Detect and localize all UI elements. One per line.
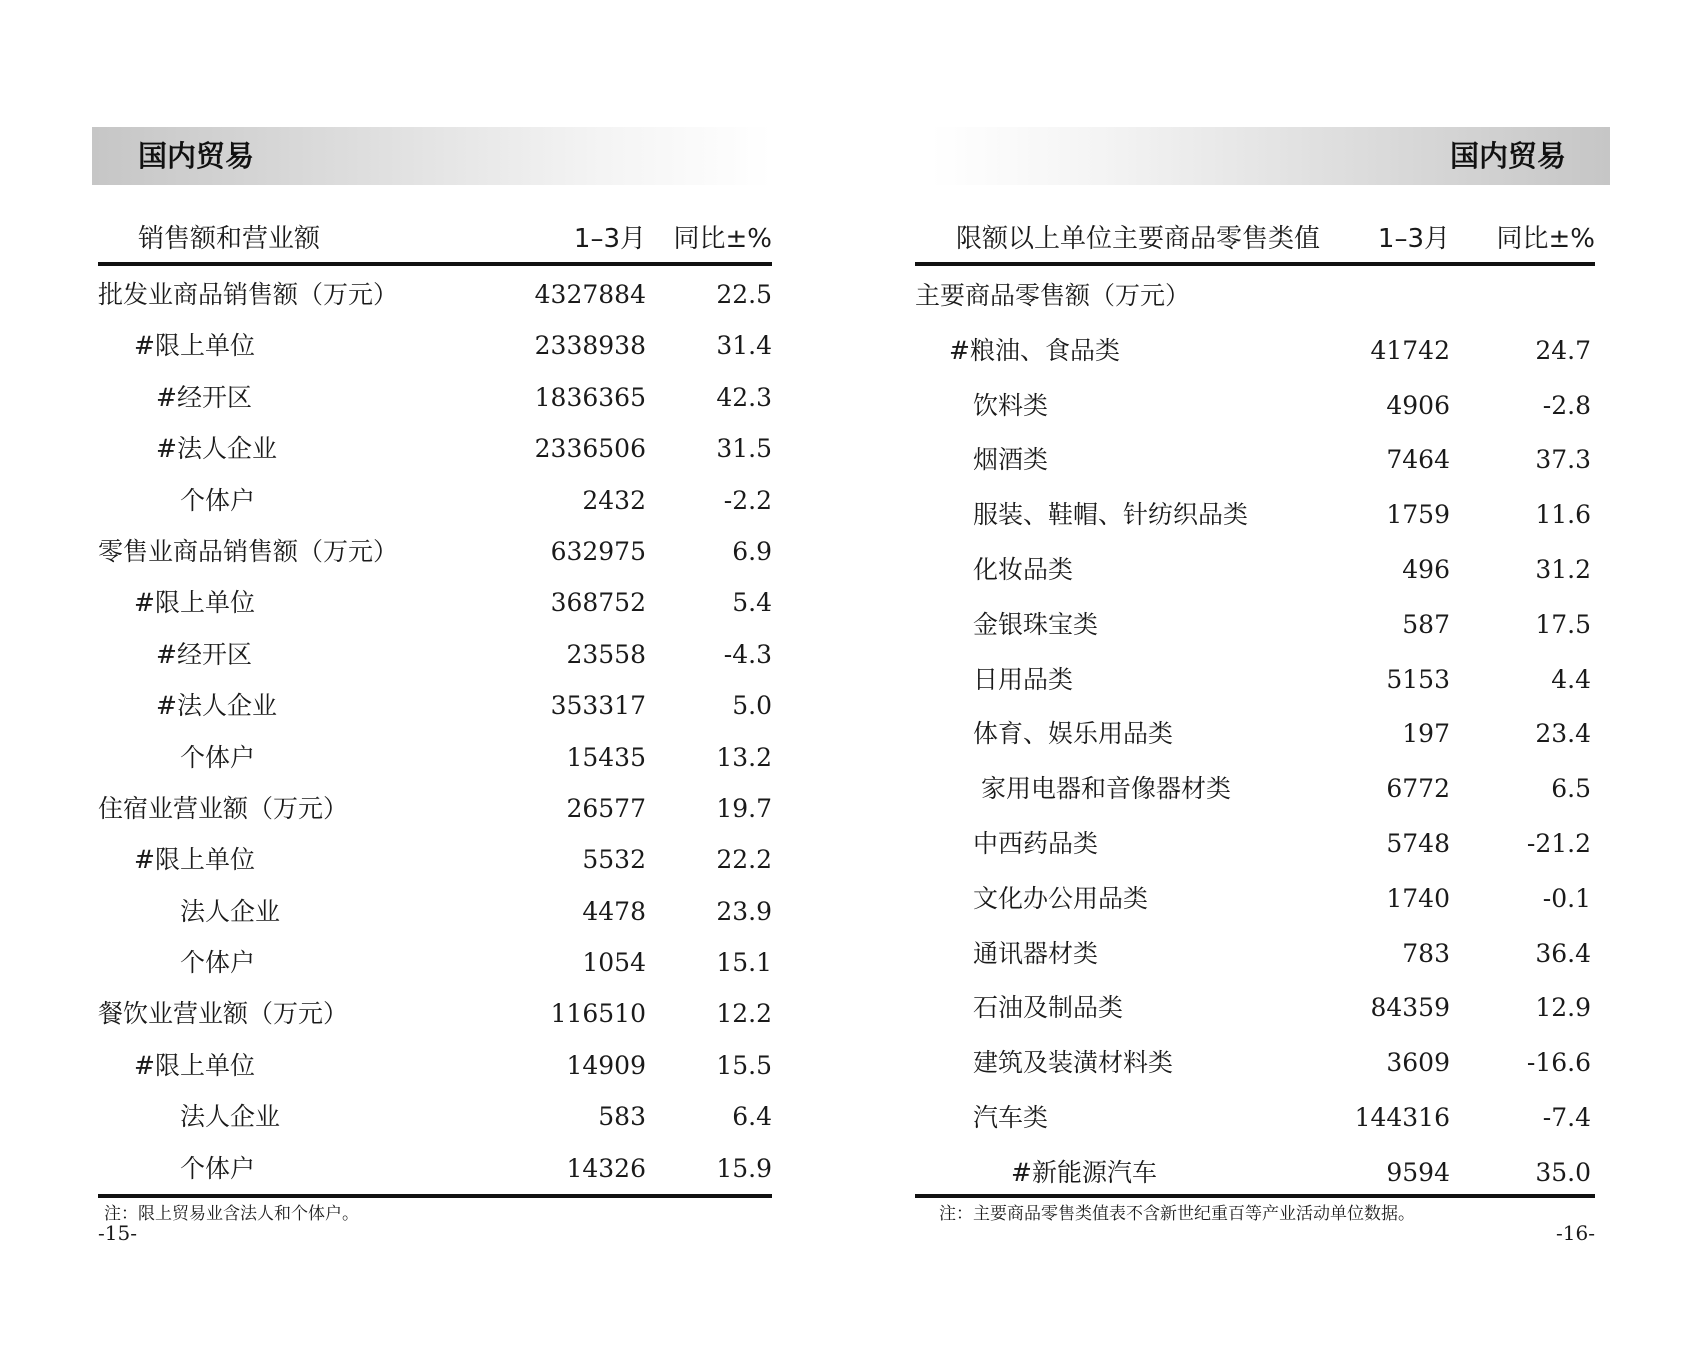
column-header-yoy: 同比±% <box>1496 224 1595 254</box>
row-value-yoy: -2.8 <box>1542 390 1591 420</box>
row-value-period: 2432 <box>582 485 646 515</box>
table-row <box>98 475 772 526</box>
table-row <box>98 269 772 320</box>
table-row <box>915 762 1595 817</box>
row-label: 家用电器和音像器材类 <box>981 774 1232 804</box>
table-row <box>915 927 1595 982</box>
row-value-yoy: 6.4 <box>732 1102 772 1132</box>
table-row <box>98 320 772 371</box>
row-label: 化妆品类 <box>973 554 1074 584</box>
row-value-period: 2338938 <box>534 331 646 361</box>
row-label: 个体户 <box>180 1153 256 1183</box>
table-row <box>98 372 772 423</box>
table-row <box>98 629 772 680</box>
table-row <box>915 379 1595 434</box>
row-label: 石油及制品类 <box>973 993 1124 1023</box>
row-value-yoy: 23.4 <box>1535 719 1591 749</box>
table-row <box>98 732 772 783</box>
row-label: 文化办公用品类 <box>973 883 1149 913</box>
row-value-yoy: 19.7 <box>716 793 772 823</box>
page-number: -15- <box>98 1221 137 1245</box>
row-value-period: 1054 <box>582 948 646 978</box>
row-label: 法人企业 <box>180 1102 281 1132</box>
row-value-period: 1836365 <box>534 382 646 412</box>
row-label: 服装、鞋帽、针纺织品类 <box>973 500 1249 530</box>
row-label: #法人企业 <box>156 691 277 721</box>
row-value-yoy: -16.6 <box>1526 1048 1591 1078</box>
row-value-period: 1759 <box>1386 500 1450 530</box>
row-value-period: 26577 <box>566 793 646 823</box>
table-row <box>98 783 772 834</box>
row-label: 体育、娱乐用品类 <box>973 719 1174 749</box>
row-label: #限上单位 <box>134 331 255 361</box>
row-label: 主要商品零售额（万元） <box>915 281 1191 310</box>
row-value-yoy: 5.4 <box>732 588 772 618</box>
table-footnote: 注：主要商品零售类值表不含新世纪重百等产业活动单位数据。 <box>939 1204 1415 1224</box>
row-label: 金银珠宝类 <box>973 609 1099 639</box>
row-value-period: 197 <box>1402 719 1450 749</box>
row-value-period: 587 <box>1402 609 1450 639</box>
row-value-yoy: 22.5 <box>716 280 772 309</box>
row-value-yoy: 22.2 <box>716 845 772 875</box>
row-label: 烟酒类 <box>973 445 1049 475</box>
table-row <box>915 598 1595 653</box>
table-row <box>98 577 772 628</box>
row-value-period: 7464 <box>1386 445 1450 475</box>
row-label: 个体户 <box>180 948 256 978</box>
row-value-yoy: 12.2 <box>716 999 772 1029</box>
row-value-period: 84359 <box>1370 993 1450 1023</box>
row-label: #法人企业 <box>156 434 277 464</box>
row-label: #经开区 <box>156 382 252 412</box>
row-label: 通讯器材类 <box>973 938 1099 968</box>
row-value-yoy: 42.3 <box>716 382 772 412</box>
row-value-period: 783 <box>1402 938 1450 968</box>
row-value-yoy: 31.4 <box>716 331 772 361</box>
row-label: 建筑及装潢材料类 <box>973 1048 1174 1078</box>
row-label: 个体户 <box>180 742 256 772</box>
table-row <box>915 707 1595 762</box>
table-title: 销售额和营业额 <box>138 224 321 254</box>
row-value-yoy: 13.2 <box>716 742 772 772</box>
table-row <box>915 872 1595 927</box>
row-label: 法人企业 <box>180 896 281 926</box>
table-body <box>915 269 1595 1198</box>
row-value-period: 353317 <box>550 691 646 721</box>
table-row <box>915 543 1595 598</box>
row-value-period: 4906 <box>1386 390 1450 420</box>
row-value-period: 583 <box>598 1102 646 1132</box>
row-value-period: 1740 <box>1386 883 1450 913</box>
row-value-period: 14326 <box>566 1153 646 1183</box>
row-value-yoy: 12.9 <box>1535 993 1591 1023</box>
row-label: 零售业商品销售额（万元） <box>98 536 399 566</box>
table-header <box>915 212 1595 266</box>
row-value-yoy: 6.9 <box>732 536 772 566</box>
table-row <box>915 653 1595 708</box>
row-label: 中西药品类 <box>973 828 1099 858</box>
row-value-period: 4327884 <box>534 280 646 309</box>
row-value-yoy: 15.5 <box>716 1050 772 1080</box>
row-value-period: 9594 <box>1386 1157 1450 1187</box>
section-banner: 国内贸易 <box>930 127 1610 185</box>
row-value-yoy: 35.0 <box>1535 1157 1591 1187</box>
row-value-period: 6772 <box>1386 774 1450 804</box>
table-header <box>98 212 772 266</box>
row-value-yoy: 23.9 <box>716 896 772 926</box>
row-value-yoy: 17.5 <box>1535 609 1591 639</box>
row-value-yoy: -7.4 <box>1542 1102 1591 1132</box>
table-row <box>98 1091 772 1142</box>
table-row <box>98 423 772 474</box>
row-value-yoy: 31.5 <box>716 434 772 464</box>
row-value-period: 144316 <box>1354 1102 1450 1132</box>
row-value-yoy: 15.1 <box>716 948 772 978</box>
row-value-yoy: 24.7 <box>1535 335 1591 365</box>
table-row <box>915 269 1595 324</box>
row-value-yoy: 6.5 <box>1551 774 1591 804</box>
row-label: 餐饮业营业额（万元） <box>98 999 349 1029</box>
row-value-period: 41742 <box>1370 335 1450 365</box>
row-label: #限上单位 <box>134 588 255 618</box>
table-row <box>915 981 1595 1036</box>
table-row <box>98 886 772 937</box>
row-value-yoy: 5.0 <box>732 691 772 721</box>
row-value-period: 23558 <box>566 639 646 669</box>
row-label: #限上单位 <box>134 1050 255 1080</box>
row-label: 饮料类 <box>973 390 1049 420</box>
row-value-yoy: 11.6 <box>1535 500 1591 530</box>
column-header-period: 1–3月 <box>573 224 646 254</box>
row-value-yoy: -4.3 <box>723 639 772 669</box>
row-label: #经开区 <box>156 639 252 669</box>
row-value-period: 116510 <box>550 999 646 1029</box>
right-page <box>843 0 1686 1353</box>
table-row <box>915 1091 1595 1146</box>
row-value-period: 4478 <box>582 896 646 926</box>
row-label: #限上单位 <box>134 845 255 875</box>
table-row <box>915 1146 1595 1201</box>
table-row <box>98 988 772 1039</box>
table-row <box>98 834 772 885</box>
row-value-period: 496 <box>1402 554 1450 584</box>
row-label: #新能源汽车 <box>1011 1157 1157 1187</box>
table-row <box>915 817 1595 872</box>
column-header-yoy: 同比±% <box>673 224 772 254</box>
table-title: 限额以上单位主要商品零售类值 <box>956 224 1321 254</box>
row-label: 住宿业营业额（万元） <box>98 793 349 823</box>
table-row <box>98 937 772 988</box>
row-value-period: 5153 <box>1386 664 1450 694</box>
row-value-yoy: -2.2 <box>723 485 772 515</box>
row-value-yoy: 15.9 <box>716 1153 772 1183</box>
page-number: -16- <box>1556 1221 1595 1245</box>
row-value-yoy: 31.2 <box>1535 554 1591 584</box>
row-value-period: 2336506 <box>534 434 646 464</box>
row-label: 日用品类 <box>973 664 1074 694</box>
table-row <box>98 1040 772 1091</box>
table-row <box>915 1036 1595 1091</box>
row-value-period: 368752 <box>550 588 646 618</box>
row-value-period: 632975 <box>550 536 646 566</box>
table-row <box>98 526 772 577</box>
table-body <box>98 269 772 1198</box>
table-row <box>98 1143 772 1194</box>
table-row <box>915 433 1595 488</box>
row-label: 批发业商品销售额（万元） <box>98 280 399 309</box>
row-label: #粮油、食品类 <box>949 335 1120 365</box>
row-value-yoy: -21.2 <box>1526 828 1591 858</box>
row-value-yoy: 37.3 <box>1535 445 1591 475</box>
table-row <box>915 324 1595 379</box>
row-value-period: 14909 <box>566 1050 646 1080</box>
row-value-yoy: -0.1 <box>1542 883 1591 913</box>
column-header-period: 1–3月 <box>1377 224 1450 254</box>
row-value-period: 15435 <box>566 742 646 772</box>
row-label: 汽车类 <box>973 1102 1049 1132</box>
row-value-period: 5532 <box>582 845 646 875</box>
row-value-yoy: 4.4 <box>1551 664 1591 694</box>
section-banner: 国内贸易 <box>92 127 772 185</box>
table-row <box>915 488 1595 543</box>
row-value-period: 5748 <box>1386 828 1450 858</box>
table-footnote: 注：限上贸易业含法人和个体户。 <box>104 1204 359 1224</box>
row-label: 个体户 <box>180 485 256 515</box>
row-value-yoy: 36.4 <box>1535 938 1591 968</box>
table-row <box>98 680 772 731</box>
row-value-period: 3609 <box>1386 1048 1450 1078</box>
